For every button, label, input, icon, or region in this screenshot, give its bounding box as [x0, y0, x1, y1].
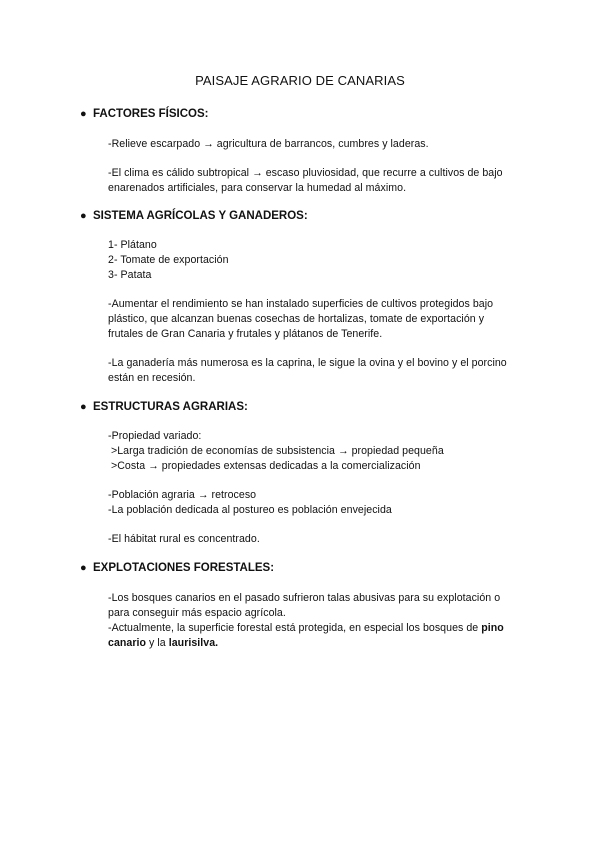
list-item: 3- Patata: [108, 269, 152, 281]
bullet-icon: ●: [80, 562, 87, 574]
text-line: para conseguir más espacio agrícola.: [108, 607, 286, 619]
text-line: -Los bosques canarios en el pasado sufrieron talas abusivas para su explotación o: [108, 592, 501, 604]
text-line: [108, 636, 528, 651]
text-line: están en recesión.: [108, 372, 196, 384]
paragraph: [108, 591, 528, 651]
text-fragment: y la: [146, 637, 169, 649]
bullet-icon: ●: [80, 210, 87, 222]
section-heading-label: SISTEMA AGRÍCOLAS Y GANADEROS:: [93, 210, 308, 222]
section-heading-estructuras: [80, 401, 248, 413]
text-line: -Propiedad variado:: [108, 430, 202, 442]
text-line: -Aumentar el rendimiento se han instalado superficies de cultivos protegidos bajo: [108, 298, 494, 310]
section-heading-label: FACTORES FÍSICOS:: [93, 108, 209, 120]
paragraph: [108, 429, 528, 474]
paragraph: [108, 166, 528, 196]
text-line: -Relieve escarpado → agricultura de barrancos, cumbres y laderas.: [108, 138, 429, 150]
section-heading-label: EXPLOTACIONES FORESTALES:: [93, 562, 275, 574]
paragraph: [108, 488, 528, 518]
text-line: -El hábitat rural es concentrado.: [108, 533, 260, 545]
section-heading-sistemas: [80, 210, 308, 222]
page-title: PAISAJE AGRARIO DE CANARIAS: [195, 73, 405, 88]
paragraph: [108, 137, 528, 152]
text-line: [108, 621, 528, 636]
bullet-icon: ●: [80, 401, 87, 413]
section-heading-factores: [80, 108, 209, 120]
bold-term-laurisilva: laurisilva.: [168, 637, 219, 649]
text-line: enarenados artificiales, para conservar la humedad al máximo.: [108, 182, 407, 194]
text-line: >Costa → propiedades extensas dedicadas a la comercialización: [108, 460, 421, 472]
paragraph: [108, 356, 528, 386]
text-line: -El clima es cálido subtropical → escaso pluviosidad, que recurre a cultivos de bajo: [108, 167, 503, 179]
text-line: -La ganadería más numerosa es la caprina, le sigue la ovina y el bovino y el porcino: [108, 357, 507, 369]
text-line: -Población agraria → retroceso: [108, 489, 257, 501]
section-heading-forestales: [80, 562, 275, 574]
crop-list: [108, 238, 528, 283]
text-line: plástico, que alcanzan buenas cosechas de hortalizas, tomate de exportación y: [108, 313, 485, 325]
bold-term-pino: pino: [481, 622, 504, 634]
paragraph: [108, 297, 528, 342]
list-item: 2- Tomate de exportación: [108, 254, 229, 266]
bold-term-canario: canario: [108, 637, 147, 649]
section-heading-label: ESTRUCTURAS AGRARIAS:: [93, 401, 248, 413]
text-line: frutales de Gran Canaria y frutales y plátanos de Tenerife.: [108, 328, 383, 340]
text-line: -La población dedicada al postureo es población envejecida: [108, 504, 392, 516]
text-fragment: -Actualmente, la superficie forestal está protegida, en especial los bosques de: [108, 622, 482, 634]
text-line: >Larga tradición de economías de subsistencia → propiedad pequeña: [108, 445, 444, 457]
bullet-icon: ●: [80, 108, 87, 120]
list-item: 1- Plátano: [108, 239, 157, 251]
paragraph: [108, 532, 528, 547]
